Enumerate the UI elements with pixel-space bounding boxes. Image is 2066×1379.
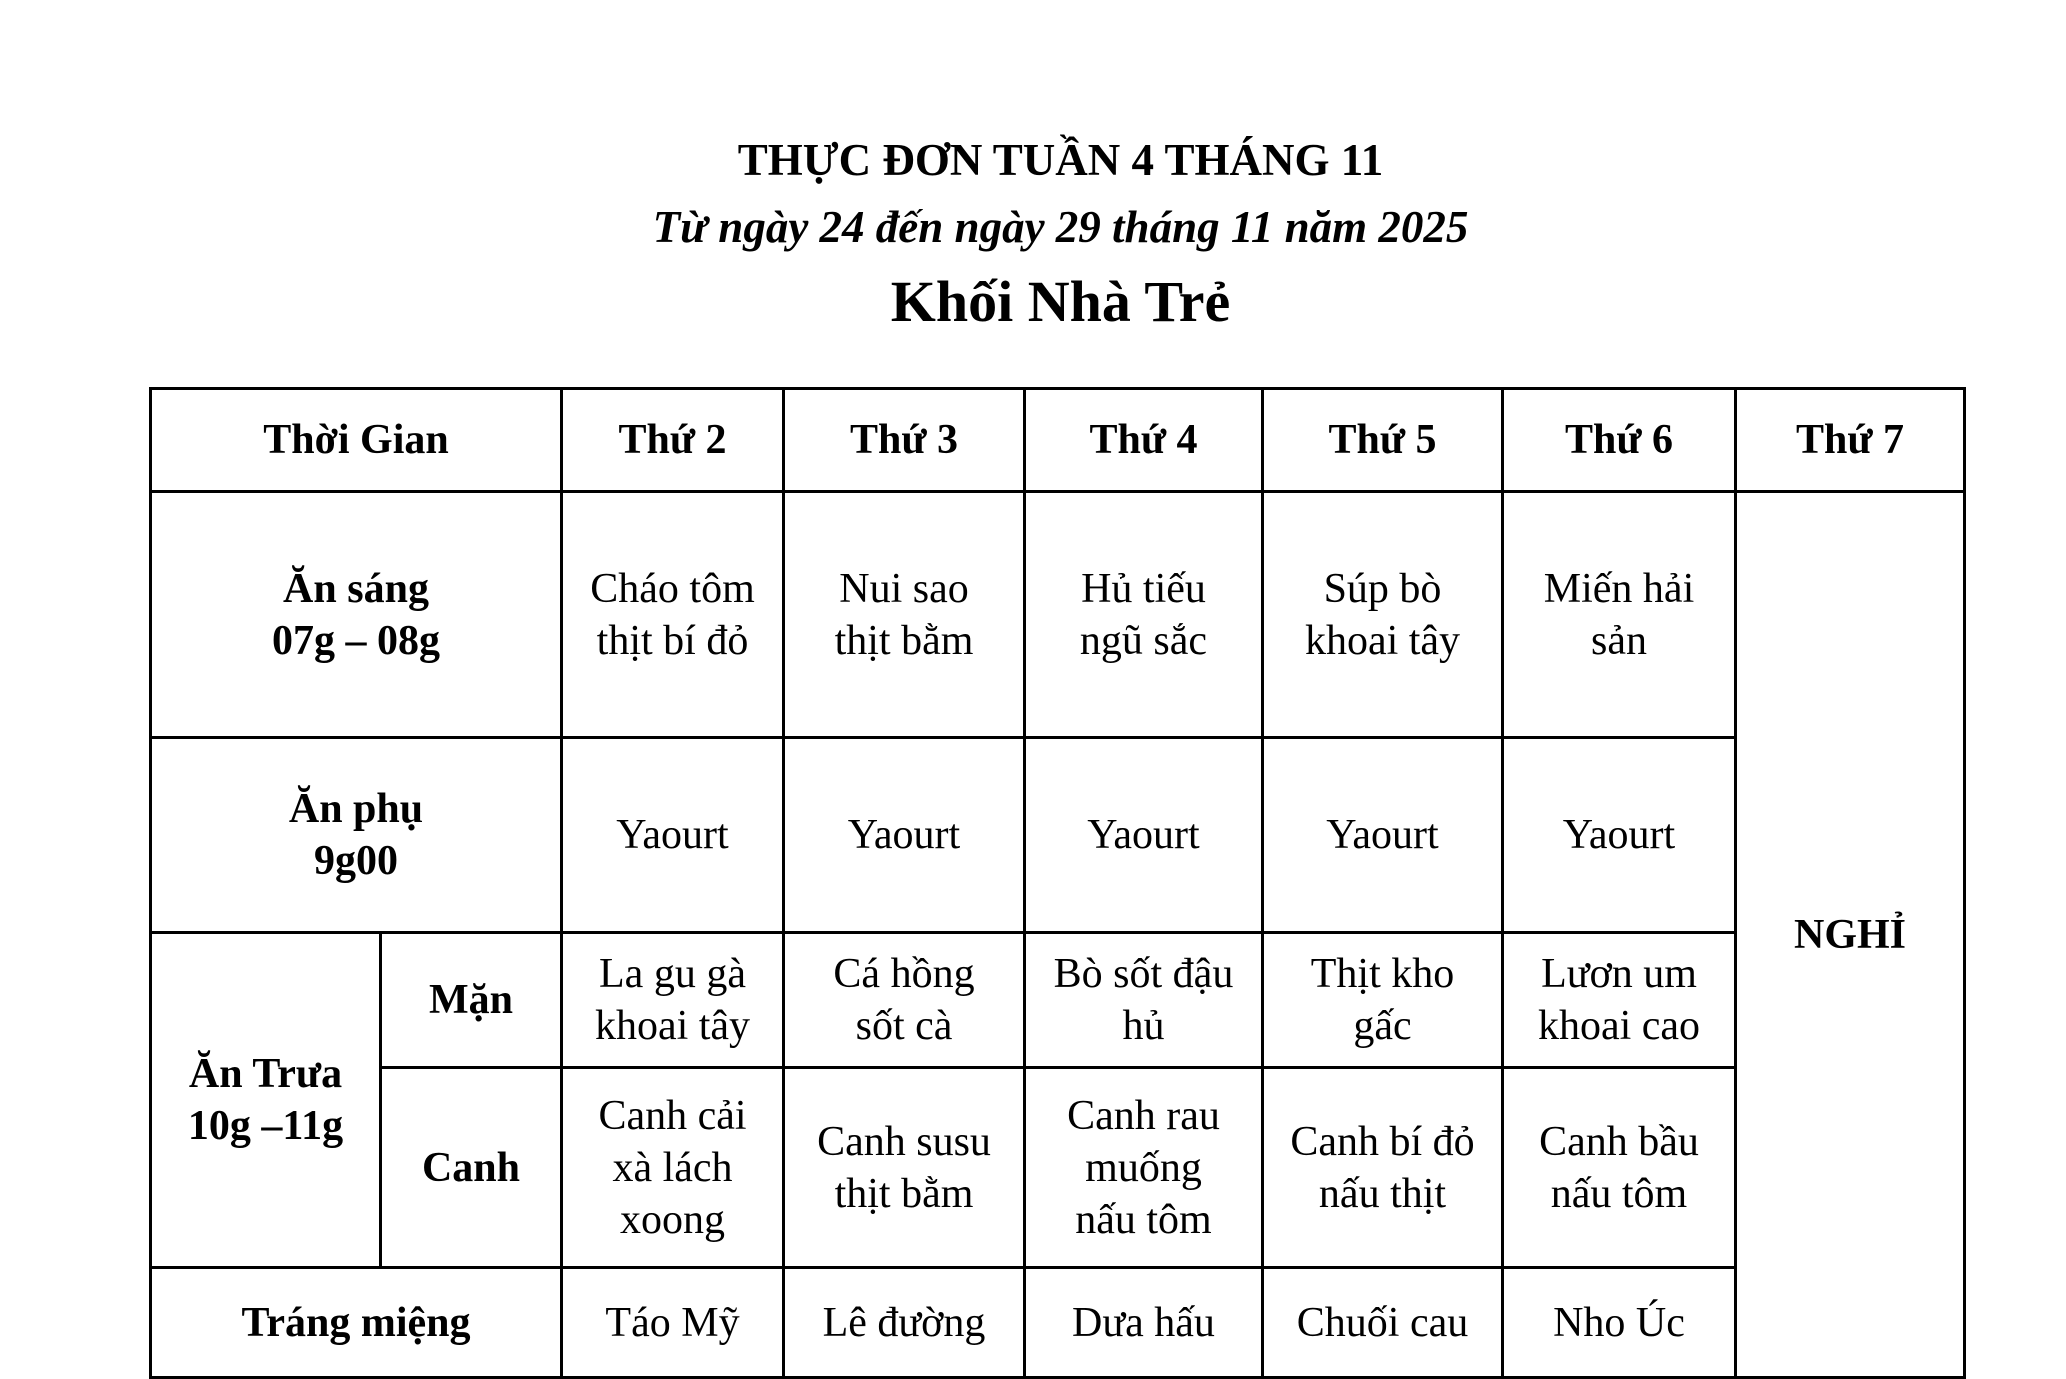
dish-line: ngũ sắc [1079, 617, 1208, 664]
dish-line: nấu thịt [1318, 1170, 1447, 1217]
dish-line: sốt cà [855, 1003, 953, 1049]
dish-line: Canh susu [817, 1118, 991, 1165]
dish-line: thịt bằm [834, 617, 974, 664]
breakfast-time: 07g – 08g [272, 617, 440, 664]
saturday-off-cell: NGHỈ [1736, 492, 1965, 1378]
main-dish-label: Mặn [381, 933, 562, 1068]
group-heading: Khối Nhà Trẻ [890, 269, 1231, 334]
dessert-label: Tráng miệng [151, 1268, 562, 1378]
lunch-soup-row [151, 1068, 1965, 1268]
dish-line: sản [1591, 617, 1647, 664]
breakfast-label: Ăn sáng [283, 565, 429, 612]
dish-line: Canh bí đỏ [1290, 1118, 1475, 1165]
dish-line: khoai cao [1537, 1003, 1701, 1049]
header-saturday: Thứ 7 [1736, 389, 1965, 492]
dish-line: Miến hải [1543, 565, 1695, 612]
dish-line: hủ [1122, 1003, 1165, 1049]
dish-line: Cháo tôm [590, 565, 755, 612]
breakfast-row [151, 492, 1965, 738]
header-friday: Thứ 6 [1503, 389, 1736, 492]
breakfast-wednesday [1025, 492, 1263, 738]
dessert-friday: Nho Úc [1503, 1268, 1736, 1378]
dish-line: Súp bò [1323, 565, 1442, 612]
snack-friday: Yaourt [1503, 738, 1736, 933]
menu-title: THỰC ĐƠN TUẦN 4 THÁNG 11 [737, 135, 1384, 185]
dessert-monday: Táo Mỹ [562, 1268, 784, 1378]
main-dish-tuesday [784, 933, 1025, 1068]
dish-line: La gu gà [599, 951, 746, 997]
header-wednesday: Thứ 4 [1025, 389, 1263, 492]
main-dish-friday [1503, 933, 1736, 1068]
snack-time: 9g00 [314, 838, 398, 884]
header-row [151, 389, 1965, 492]
soup-wednesday [1025, 1068, 1263, 1268]
soup-thursday [1263, 1068, 1503, 1268]
dish-line: nấu tôm [1550, 1170, 1688, 1217]
weekly-menu-table [149, 387, 1966, 1379]
dish-line: Lươn um [1541, 951, 1697, 997]
dish-line: nấu tôm [1075, 1196, 1212, 1243]
dish-line: Thịt kho [1310, 951, 1455, 997]
dish-line: Canh cải [598, 1092, 747, 1139]
breakfast-tuesday [784, 492, 1025, 738]
dessert-tuesday: Lê đường [784, 1268, 1025, 1378]
dish-line: Nui sao [839, 565, 969, 612]
snack-wednesday: Yaourt [1025, 738, 1263, 933]
soup-friday [1503, 1068, 1736, 1268]
dessert-row [151, 1268, 1965, 1378]
dish-line: xà lách [612, 1144, 733, 1191]
soup-label: Canh [381, 1068, 562, 1268]
dish-line: muống [1085, 1144, 1202, 1191]
dish-line: Bò sốt đậu [1053, 951, 1234, 997]
date-range-subtitle: Từ ngày 24 đến ngày 29 tháng 11 năm 2025 [652, 202, 1469, 252]
dish-line: Canh rau [1067, 1092, 1220, 1139]
snack-tuesday: Yaourt [784, 738, 1025, 933]
dish-line: Canh bầu [1539, 1118, 1699, 1165]
dish-line: thịt bí đỏ [596, 617, 749, 664]
dish-line: gấc [1353, 1003, 1412, 1049]
dish-line: Cá hồng [833, 951, 975, 997]
snack-row [151, 738, 1965, 933]
header-tuesday: Thứ 3 [784, 389, 1025, 492]
header-monday: Thứ 2 [562, 389, 784, 492]
breakfast-monday [562, 492, 784, 738]
snack-monday: Yaourt [562, 738, 784, 933]
lunch-label-cell [151, 933, 381, 1268]
dish-line: Hủ tiếu [1081, 565, 1206, 612]
dish-line: khoai tây [594, 1003, 751, 1049]
dish-line: khoai tây [1304, 617, 1461, 664]
main-dish-wednesday [1025, 933, 1263, 1068]
main-dish-thursday [1263, 933, 1503, 1068]
breakfast-friday [1503, 492, 1736, 738]
soup-monday [562, 1068, 784, 1268]
lunch-label: Ăn Trưa [188, 1051, 343, 1097]
dessert-thursday: Chuối cau [1263, 1268, 1503, 1378]
snack-label-cell [151, 738, 562, 933]
breakfast-label-cell [151, 492, 562, 738]
dish-line: xoong [620, 1196, 725, 1243]
breakfast-thursday [1263, 492, 1503, 738]
header-thursday: Thứ 5 [1263, 389, 1503, 492]
header-time: Thời Gian [151, 389, 562, 492]
snack-label: Ăn phụ [288, 786, 424, 832]
lunch-time: 10g –11g [187, 1103, 344, 1149]
dessert-wednesday: Dưa hấu [1025, 1268, 1263, 1378]
snack-thursday: Yaourt [1263, 738, 1503, 933]
soup-tuesday [784, 1068, 1025, 1268]
dish-line: thịt bằm [834, 1170, 974, 1217]
main-dish-monday [562, 933, 784, 1068]
lunch-main-row [151, 933, 1965, 1068]
